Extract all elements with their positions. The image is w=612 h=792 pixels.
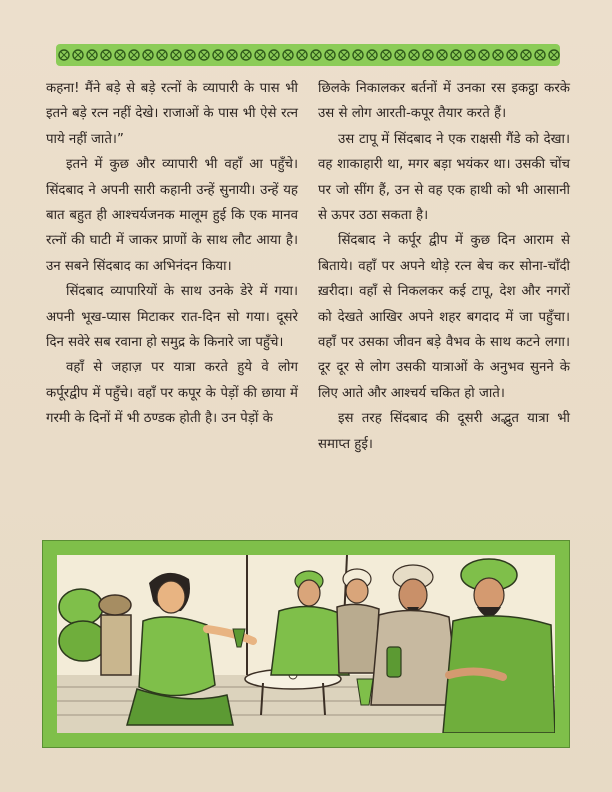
merchants-scene-image [57, 555, 555, 733]
paragraph: इतने में कुछ और व्यापारी भी वहाँ आ पहुँचे। सिंदबाद ने अपनी सारी कहानी उन्हें सुनायी। उन्हें यह बात बहुत ही आश्चर्यजनक मालूम हुई कि एक मानव रत्नों की घाटी में जाकर प्राणों के साथ लौट आया है। उन सबने सिंदबाद का अभिनंदन किया। [46, 157, 298, 274]
paragraph: कहना! मैंने बड़े से बड़े रत्नों के व्यापारी के पास भी इतने बड़े रत्न नहीं देखे। राजाओं के पास भी ऐसे रत्न पाये नहीं जाते।” [46, 81, 298, 147]
paragraph: वहाँ से जहाज़ पर यात्रा करते हुये वे लोग कर्पूरद्वीप में पहुँचे। वहाँ पर कपूर के पेड़ों की छाया में गरमी के दिनों में भी ठण्डक होती है। उन पेड़ों के [46, 360, 298, 427]
paragraph: छिलके निकालकर बर्तनों में उनका रस इकट्ठा करके उस से लोग आरती-कपूर तैयार करते हैं। [318, 81, 570, 122]
illustration-frame [42, 540, 570, 748]
paragraph: उस टापू में सिंदबाद ने एक राक्षसी गैंडे को देखा। वह शाकाहारी था, मगर बड़ा भयंकर था। उसकी चोंच पर जो सींग हैं, उन से वह एक हाथी को भी आसानी से ऊपर उठा सकता है। [318, 131, 570, 224]
left-column [46, 76, 298, 432]
paragraph: सिंदबाद ने कर्पूर द्वीप में कुछ दिन आराम से बिताये। वहाँ पर अपने थोड़े रत्न बेच कर सोना-चाँदी ख़रीदा। वहाँ से निकलकर कई टापू, देश और नगरों को देखते आखिर अपने शहर बगदाद में जा पहुँचा। वहाँ पर उसका जीवन बड़े वैभव के साथ कटने लगा। दूर दूर से लोग उसकी यात्राओं के अनुभव सुनने के लिए आते और आश्चर्य चकित हो जाते। [318, 233, 570, 401]
ornament-chain-icon [56, 44, 560, 66]
paragraph: इस तरह सिंदबाद की दूसरी अद्भुत यात्रा भी समाप्त हुई। [318, 411, 570, 452]
text-columns [46, 76, 572, 538]
merchants-illustration [57, 555, 555, 733]
paragraph: सिंदबाद व्यापारियों के साथ उनके डेरे में गया। अपनी भूख-प्यास मिटाकर रात-दिन सो गया। दूसरे दिन सवेरे सब रवाना हो समुद्र के किनारे जा पहुँचे। [46, 284, 298, 351]
decorative-border-strip [56, 44, 560, 66]
right-column [318, 76, 570, 457]
